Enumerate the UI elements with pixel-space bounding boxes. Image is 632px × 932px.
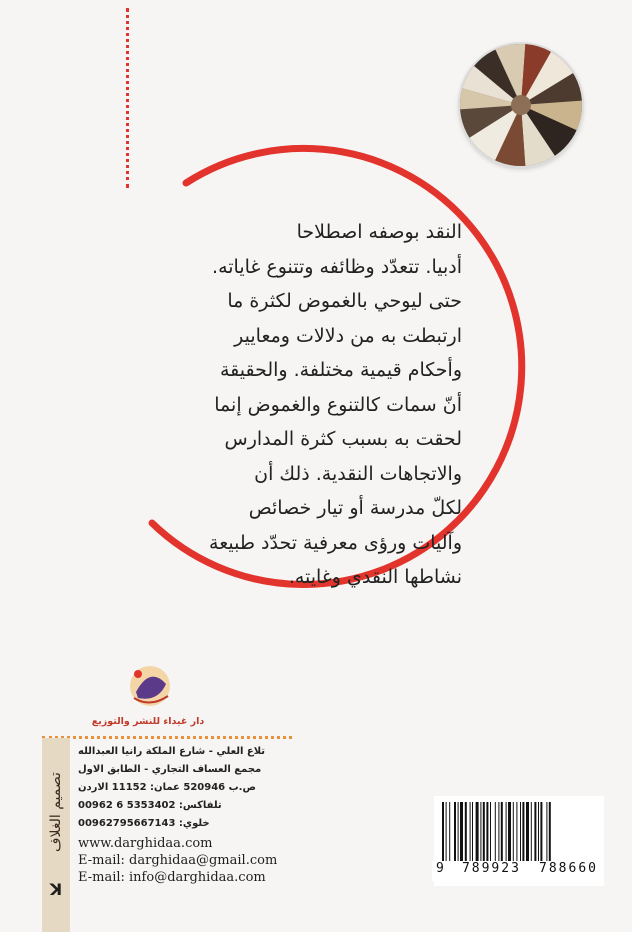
blurb-line: لحقت به بسبب كثرة المدارس: [224, 428, 462, 450]
publisher-name: دار غيداء للنشر والتوزيع: [91, 716, 205, 727]
barcode-bar: [483, 802, 485, 862]
barcode-bar: [534, 802, 536, 862]
cover-design-label: تصميم الغلاف: [48, 772, 64, 852]
blurb-line: والاتجاهات النقدية. ذلك أن: [254, 462, 462, 485]
blurb-line: النقد بوصفه اصطلاحا: [296, 221, 462, 243]
isbn-number: [432, 861, 602, 881]
barcode-bar: [520, 802, 521, 862]
blurb-line: حتى ليوحي بالغموض لكثرة ما: [227, 290, 462, 312]
blurb-line: لكلّ مدرسة أو تيار خصائص: [248, 497, 462, 519]
barcode-bar: [465, 802, 467, 862]
barcode-bar: [540, 802, 542, 862]
mobile: خلوي: 00962795667143: [78, 818, 210, 829]
back-cover-blurb: [162, 215, 462, 595]
address-line: مجمع العساف التجاري - الطابق الاول: [78, 764, 262, 775]
barcode-bar: [454, 802, 456, 862]
blurb-line: وآليات ورؤى معرفية تحدّد طبيعة: [209, 531, 462, 554]
blurb-line: وأحكام قيمية مختلفة. والحقيقة: [219, 359, 462, 381]
barcode-bar: [531, 802, 532, 862]
vertical-dotted-rule: [126, 8, 129, 188]
barcode-bar: [480, 802, 481, 862]
email-link[interactable]: E-mail: darghidaa@gmail.com: [78, 853, 278, 868]
publisher-contact: [78, 746, 318, 887]
barcode-bar: [546, 802, 547, 862]
barcode-bar: [446, 802, 447, 862]
barcode-bar: [516, 802, 517, 862]
barcode-bar: [486, 802, 488, 862]
barcode-bar: [506, 802, 507, 862]
barcode-bar: [508, 802, 511, 862]
telefax: تلفاكس: 5353402 6 00962: [78, 800, 222, 811]
barcode-bar: [549, 802, 551, 862]
barcode-bar: [501, 802, 503, 862]
barcode-bar: [498, 802, 499, 862]
blurb-line: أدبيا. تتعدّد وظائفه وتتنوع غاياته.: [212, 255, 462, 278]
barcode-bar: [470, 802, 471, 862]
isbn-group2: 788660: [539, 861, 598, 876]
blurb-line: أنّ سمات كالتنوع والغموض إنما: [214, 393, 462, 416]
barcode-bar: [522, 802, 524, 862]
email-link[interactable]: E-mail: info@darghidaa.com: [78, 870, 266, 885]
horizontal-dotted-rule: [42, 736, 292, 739]
barcode-bar: [513, 802, 514, 862]
website-link[interactable]: www.darghidaa.com: [78, 836, 213, 851]
barcode-bar: [490, 802, 491, 862]
isbn-group1: 789923: [461, 861, 521, 876]
designer-logo-icon: ꓘ: [49, 880, 63, 899]
barcode-bar: [538, 802, 539, 862]
barcode-bar: [442, 802, 444, 862]
barcode-bar: [460, 802, 463, 862]
barcode-bar: [472, 802, 473, 862]
barcode-bar: [526, 802, 529, 862]
barcode-bar: [449, 802, 450, 862]
books-photo: [460, 44, 582, 166]
address-line: تلاع العلي - شارع الملكة رانيا العبدالله: [78, 746, 266, 757]
isbn-prefix: 9: [436, 861, 444, 876]
blurb-line: ارتبطت به من دلالات ومعايير: [234, 324, 462, 347]
barcode-bar: [476, 802, 479, 862]
barcode-bar: [495, 802, 496, 862]
po-box: ص.ب 520946 عمان: 11152 الاردن: [78, 782, 256, 793]
blurb-line: نشاطها النقدي وغايته.: [288, 566, 462, 588]
barcode-bar: [458, 802, 459, 862]
